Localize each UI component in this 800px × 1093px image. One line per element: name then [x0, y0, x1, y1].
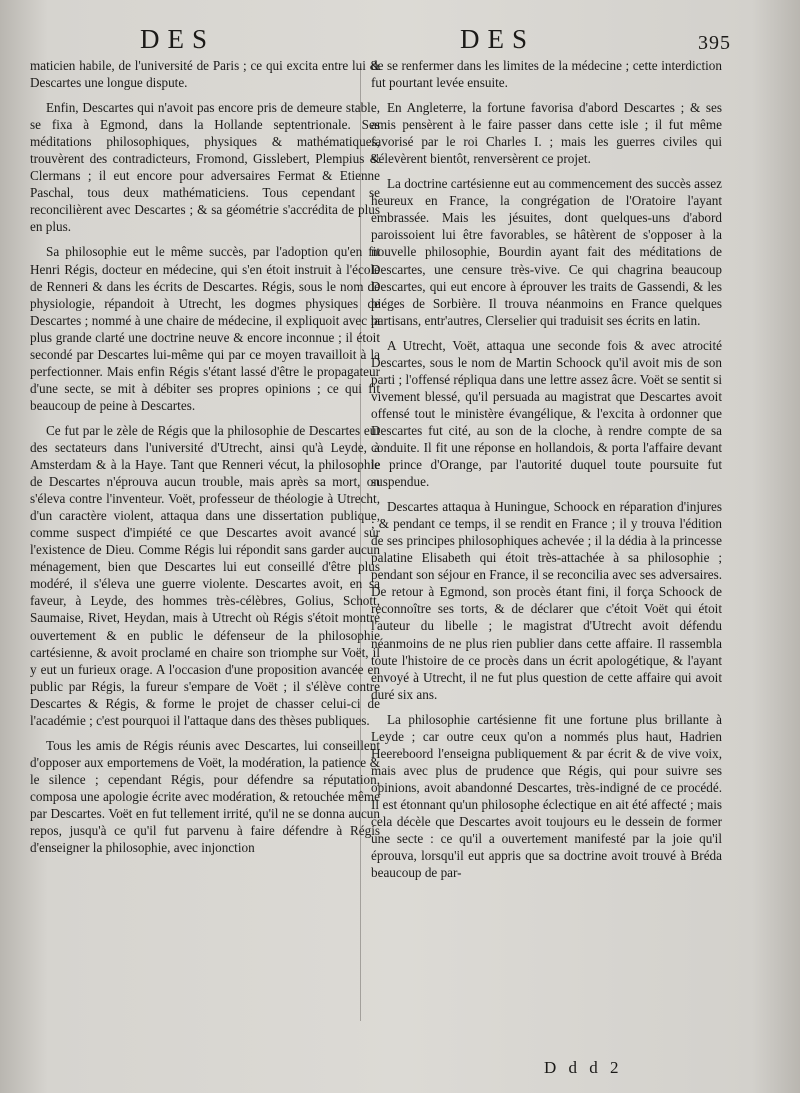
left-running-title: DES: [140, 24, 216, 54]
right-running-title: DES: [460, 24, 536, 54]
page-number: 395: [698, 32, 731, 54]
paragraph: Enfin, Descartes qui n'avoit pas encore pris de demeure stable, se fixa à Egmond, dans la Hollande septentrionale. Ses méditations philosophiques, physiques & mathématiques, trouvèrent des contradicteurs, Fromond, Gisslebert, Plempius & Clermans ; il eut encore pour adversaires Fermat & Etienne Paschal, tous deux mathématiciens. Tous cependant se reconcilièrent avec Descartes ; & sa géométrie s'accrédita de plus en plus.: [30, 100, 380, 235]
paragraph: Descartes attaqua à Huningue, Schoock en réparation d'injures ; & pendant ce temps, il se rendit en France ; il y trouva l'édition de ses principes philosophiques achevée ; il la dédia à la princesse palatine Elisabeth qui étoit très-attachée à sa philosophie ; pendant son séjour en France, il se reconcilia avec ses adversaires. De retour à Egmond, son procès étant fini, il força Schoock de reconnoître ses torts, & de déclarer que c'étoit Voët qui étoit l'auteur du libelle ; le magistrat d'Utrecht avoit défendu néanmoins de ne plus rien publier dans cette affaire. Il rassembla toute l'histoire de ce procès dans un écrit apologétique, & l'ayant envoyé à Utrecht, il ne fut plus question de cette affaire qui avoit duré six ans.: [371, 499, 722, 702]
paragraph: Tous les amis de Régis réunis avec Descartes, lui conseillent d'opposer aux emportemens de Voët, la modération, la patience & le silence ; cependant Régis, pour défendre sa réputation, composa une apologie écrite avec modération, & retouchée même par Descartes. Voët en fut tellement irrité, qu'il ne se donna aucun repos, jusqu'à ce qu'il fut parvenu à faire défendre à Régis d'enseigner la philosophie, avec injonction: [30, 737, 380, 856]
paragraph: Ce fut par le zèle de Régis que la philosophie de Descartes eut des sectateurs dans l'université d'Utrecht, ainsi qu'à Leyde, à Amsterdam & à la Haye. Tant que Renneri vécut, la philosophie de Descartes n'éprouva aucun trouble, mais après sa mort, on s'éleva contre l'inventeur. Voët, professeur de théologie à Utrecht, d'un caractère violent, attaqua dans une dissertation publique, comme suspect d'impiété ce que Descartes avoit avancé sur l'existence de Dieu. Comme Régis lui répondit sans garder aucun ménagement, bien que Descartes lui eut conseillé d'être plus modéré, il s'éleva une guerre violente. Descartes avoit, en sa faveur, à Leyde, des hommes très-célèbres, Golius, Schott, Saumaise, Rivet, Heydan, mais à Utrecht où Régis s'étoit montré ouvertement & en public le défenseur de la philosophie cartésienne, & avoit proclamé en chaire son triomphe sur Voët, il y eut un furieux orage. A l'occasion d'une proposition avancée en public par Régis, la fureur s'empare de Voët ; il s'élève contre Descartes & Régis, & forme le projet de chasser celui-ci de l'académie ; c'est pourquoi il l'attaque dans des thèses publiques.: [30, 422, 380, 728]
paragraph: de se renfermer dans les limites de la médecine ; cette interdiction fut pourtant levée ensuite.: [371, 58, 722, 91]
column-divider: [360, 66, 361, 1021]
running-header: [0, 22, 800, 62]
left-column: [30, 57, 380, 864]
signature-mark: D d d 2: [544, 1058, 623, 1077]
paragraph: La doctrine cartésienne eut au commencement des succès assez heureux en France, la congrégation de l'Oratoire l'ayant embrassée. Mais les jésuites, dont quelques-uns d'abord paroissoient lui être favorables, se hâtèrent de s'opposer à la nouvelle philosophie, Bourdin ayant fait des méditations de Descartes, une censure très-vive. Ce qui chagrina beaucoup Descartes, qui eut encore à éprouver les traits de Gassendi, & les piéges de Sorbière. Il trouva néanmoins en France quelques partisans, entr'autres, Clerselier qui traduisit ses écrits en latin.: [371, 176, 722, 328]
right-column: [371, 57, 722, 889]
paragraph: La philosophie cartésienne fit une fortune plus brillante à Leyde ; car outre ceux qu'on a nommés plus haut, Hadrien Heereboord l'enseigna publiquement & par écrit & de vive voix, mais avec plus de prudence que Régis, qui pour suivre ses opinions, avoit abandonné Descartes, très-indigné de ce procédé. Il est étonnant qu'un philosophe éclectique en ait été affecté ; mais cela décèle que Descartes avoit toujours eu le dessein de former une secte : ce qu'il a ouvertement manifesté par la joie qu'il éprouva, lorsqu'il eut appris que sa doctrine avoit trouvé à Bréda beaucoup de par-: [371, 711, 722, 881]
paragraph: A Utrecht, Voët, attaqua une seconde fois & avec atrocité Descartes, sous le nom de Martin Schoock qu'il avoit mis de son parti ; l'offensé répliqua dans une lettre assez âcre. Voët se sentit si vivement blessé, qu'il persuada au magistrat que Descartes avoit offensé tout le ministère évangélique, & l'excita à ordonner que Descartes fut cité, au son de la cloche, à rendre compte de sa conduite. Il fit une réponse en hollandois, & porta l'affaire devant le prince d'Orange, par l'autorité duquel toute poursuite fut suspendue.: [371, 337, 722, 490]
paragraph: En Angleterre, la fortune favorisa d'abord Descartes ; & ses amis pensèrent à le faire passer dans cette isle ; il fut même favorisé par le roi Charles I. ; mais les guerres civiles qui s'élevèrent bientôt, renversèrent ce projet.: [371, 100, 722, 167]
paragraph: Sa philosophie eut le même succès, par l'adoption qu'en fit Henri Régis, docteur en médecine, qui s'en étoit instruit à l'école de Renneri & dans les écrits de Descartes. Régis, sous le nom de physiologie, répandoit à Utrecht, les dogmes physiques de Descartes ; nommé à une chaire de médecine, il expliquoit avec la plus grande clarté une doctrine neuve & encore inconnue ; il étoit secondé par Descartes lui-même qui par ce moyen travailloit à la perfectionner. Mais enfin Régis s'étant lassé d'être le propagateur d'une secte, se mit à débiter ses propres opinions ; ce qui fit beaucoup de peine à Descartes.: [30, 244, 380, 413]
paragraph: maticien habile, de l'université de Paris ; ce qui excita entre lui & Descartes une longue dispute.: [30, 58, 380, 91]
